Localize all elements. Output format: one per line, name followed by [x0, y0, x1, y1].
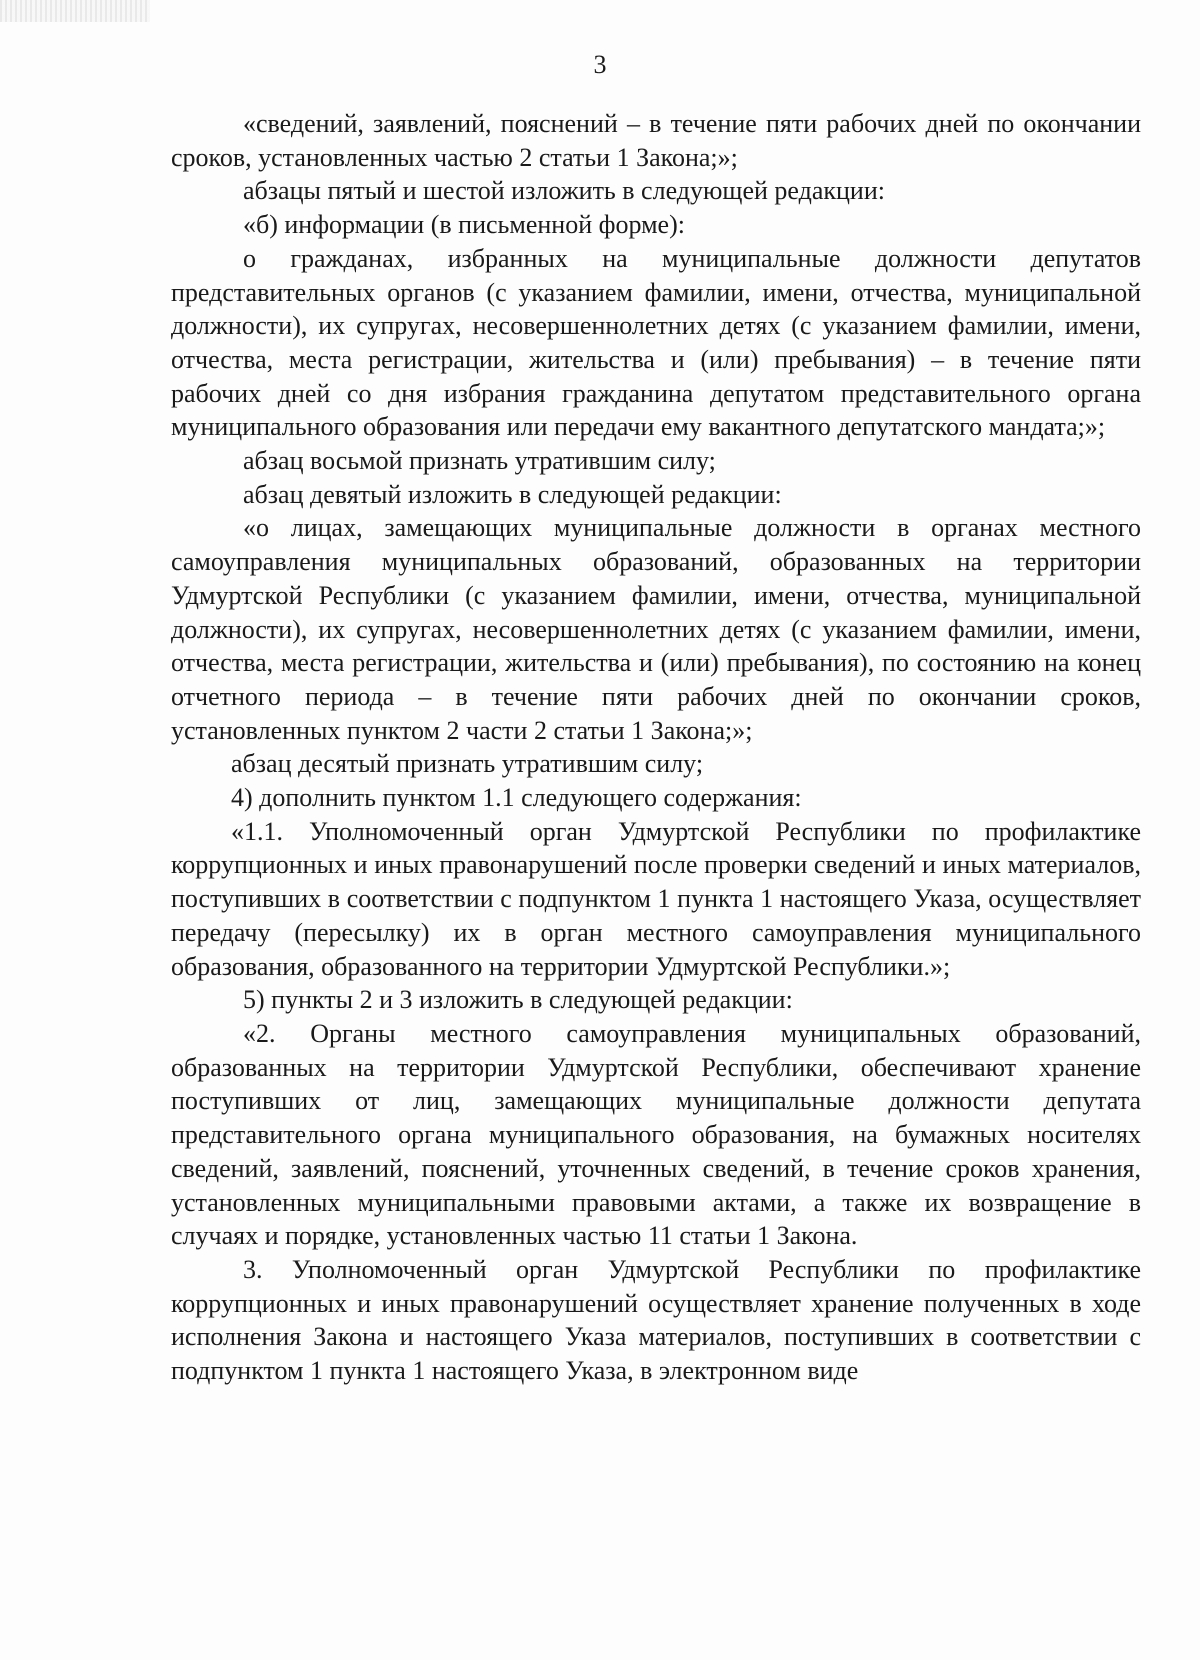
- paragraph-1: «сведений, заявлений, пояснений – в течение пяти рабочих дней по окончании сроков, установленных частью 2 статьи 1 Закона;»;: [171, 109, 1141, 172]
- document-body: [171, 107, 1141, 1388]
- paragraph-9: 4) дополнить пунктом 1.1 следующего содержания:: [231, 783, 802, 813]
- paragraph-10: «1.1. Уполномоченный орган Удмуртской Республики по профилактике коррупционных и иных правонарушений после проверки сведений и иных материалов, поступивших в соответствии с подпунктом 1 пункта 1 настоящего Указа, осуществляет передачу (пересылку) их в орган местного самоуправления муниципального образования, образованного на территории Удмуртской Республики.»;: [171, 816, 1141, 981]
- paragraph-8: абзац десятый признать утратившим силу;: [231, 749, 704, 779]
- page-number: 3: [593, 50, 607, 79]
- scan-artifact: [0, 0, 150, 22]
- paragraph-4: о гражданах, избранных на муниципальные должности депутатов представительных органов (с указанием фамилии, имени, отчества, муниципальной должности), их супругах, несовершеннолетних детях (с указанием фамилии, имени, отчества, места регистрации, жительства и (или) пребывания) – в течение пяти рабочих дней со дня избрания гражданина депутатом представительного органа муниципального образования или передачи ему вакантного депутатского мандата;»;: [171, 243, 1141, 442]
- paragraph-3: «б) информации (в письменной форме):: [243, 210, 685, 240]
- paragraph-5: абзац восьмой признать утратившим силу;: [243, 446, 716, 476]
- paragraph-6: абзац девятый изложить в следующей редакции:: [243, 479, 782, 509]
- paragraph-12: «2. Органы местного самоуправления муниципальных образований, образованных на территории Удмуртской Республики, обеспечивают хранение поступивших от лиц, замещающих муниципальные должности депутата представительного органа муниципального образования, на бумажных носителях сведений, заявлений, пояснений, уточненных сведений, в течение сроков хранения, установленных муниципальными правовыми актами, а также их возвращение в случаях и порядке, установленных частью 11 статьи 1 Закона.: [171, 1018, 1141, 1251]
- paragraph-11: 5) пункты 2 и 3 изложить в следующей редакции:: [243, 985, 793, 1015]
- paragraph-7: «о лицах, замещающих муниципальные должности в органах местного самоуправления муниципальных образований, образованных на территории Удмуртской Республики (с указанием фамилии, имени, отчества, муниципальной должности), их супругах, несовершеннолетних детях (с указанием фамилии, имени, отчества, места регистрации, жительства и (или) пребывания), по состоянию на конец отчетного периода – в течение пяти рабочих дней по окончании сроков, установленных пунктом 2 части 2 статьи 1 Закона;»;: [171, 513, 1141, 745]
- paragraph-13: 3. Уполномоченный орган Удмуртской Республики по профилактике коррупционных и иных правонарушений осуществляет хранение полученных в ходе исполнения Закона и настоящего Указа материалов, поступивших в соответствии с подпунктом 1 пункта 1 настоящего Указа, в электронном виде: [171, 1254, 1141, 1386]
- paragraph-2: абзацы пятый и шестой изложить в следующей редакции:: [243, 176, 885, 206]
